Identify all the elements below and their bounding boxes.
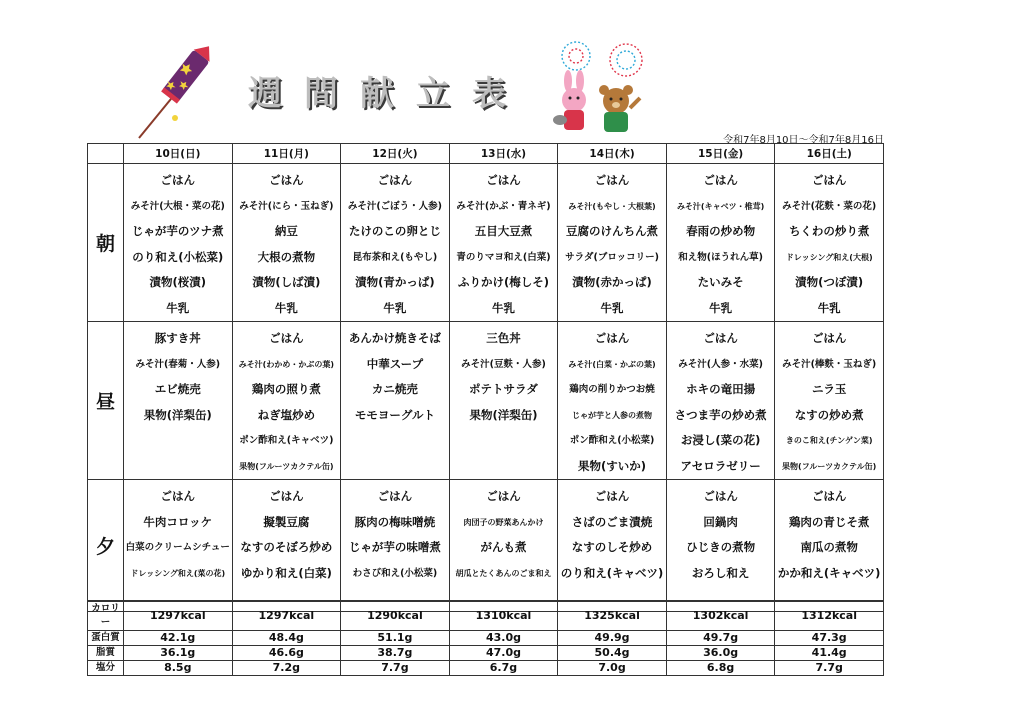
dish: 鶏肉の削りかつお焼 [569,384,655,395]
dish: 果物(洋梨缶) [143,407,212,422]
dish: みそ汁(白菜・かぶの葉) [568,359,656,369]
dish: なすの炒め煮 [794,407,864,422]
nutrition-row-calories [88,601,884,631]
dish: 果物(すいか) [578,458,647,473]
dish: ごはん [594,173,630,187]
lunch-cell [341,322,450,480]
dish: ポン酢和え(小松菜) [569,435,655,446]
nutrition-value: 7.2g [232,661,341,676]
nutrition-value: 38.7g [341,646,450,661]
dinner-cell [232,480,341,612]
day-header: 13日(水) [449,144,558,164]
dish: 牛乳 [817,300,841,315]
lunch-cell [666,322,775,480]
nutrition-value: 49.7g [666,631,775,646]
dish: ごはん [594,331,630,345]
dish: アセロラゼリー [680,458,761,473]
dish: ごはん [486,489,521,503]
dinner-row [88,480,884,612]
dish: みそ汁(キャベツ・椎茸) [676,201,765,211]
nutrition-row-protein [88,631,884,646]
dish: ごはん [703,173,738,187]
nutrition-value: 47.0g [449,646,558,661]
dish: ごはん [811,489,847,503]
nutrition-label: 蛋白質 [88,631,124,646]
dish: 納豆 [274,224,298,238]
dish: みそ汁(春菊・人参) [135,358,221,370]
dish: 漬物(つぼ漬) [795,275,864,289]
lunch-cell [232,322,341,480]
lunch-row [88,322,884,480]
dinner-cell [124,480,233,612]
dish: なすのしそ炒め [571,540,653,554]
nutrition-value: 6.8g [666,661,775,676]
dish: 果物(フルーツカクテル缶) [239,461,334,471]
dish: みそ汁(棒麩・玉ねぎ) [782,358,877,370]
nutrition-value: 43.0g [449,631,558,646]
dish: 果物(洋梨缶) [469,407,538,422]
nutrition-value: 1297kcal [232,601,341,631]
dish: 牛乳 [600,300,624,315]
nutrition-table [87,600,884,676]
nutrition-value: 49.9g [558,631,667,646]
dish: ごはん [811,331,847,345]
day-header: 14日(木) [558,144,667,164]
dish: みそ汁(大根・菜の花) [130,200,225,212]
dish: ポン酢和え(キャベツ) [239,435,334,446]
nutrition-value: 8.5g [124,661,233,676]
dish: たいみそ [697,275,744,289]
nutrition-label: カロリー [88,601,124,631]
day-header: 15日(金) [666,144,775,164]
dish: 青のりマヨ和え(白菜) [456,251,551,263]
breakfast-cell [341,164,450,322]
dish: あんかけ焼きそば [348,331,441,345]
dish: 漬物(桜漬) [149,275,207,289]
dish: お浸し(菜の花) [680,433,761,447]
dish: みそ汁(花麩・菜の花) [782,200,877,212]
nutrition-value: 46.6g [232,646,341,661]
breakfast-cell [449,164,558,322]
dish: 豆腐のけんちん煮 [566,224,659,238]
nutrition-value: 36.0g [666,646,775,661]
dish: 豚すき丼 [154,331,201,345]
nutrition-value: 1310kcal [449,601,558,631]
dish: 大根の煮物 [257,249,316,264]
meal-label-lunch: 昼 [88,322,124,480]
dinner-cell [341,480,450,612]
dish: 牛乳 [491,300,515,315]
nutrition-value: 7.7g [775,661,884,676]
dish: ニラ玉 [811,382,847,396]
page-title: 週間献立表 [248,74,528,114]
dish: がんも煮 [480,540,527,554]
date-range: 令和7年8月10日～令和7年8月16日 [723,135,884,146]
dish: のり和え(キャベツ) [560,565,664,580]
dish: のり和え(小松菜) [132,249,224,264]
dish: みそ汁(わかめ・かぶの葉) [238,359,334,369]
dish: 漬物(しば漬) [252,275,321,289]
lunch-cell [558,322,667,480]
nutrition-value: 1297kcal [124,601,233,631]
dish: 中華スープ [366,356,424,371]
nutrition-value: 50.4g [558,646,667,661]
nutrition-value: 42.1g [124,631,233,646]
nutrition-value: 51.1g [341,631,450,646]
dish: さつま芋の炒め煮 [674,407,767,422]
dish: かか和え(キャベツ) [777,565,881,580]
dish: じゃが芋の味噌煮 [348,540,441,554]
dish: たけのこの卵とじ [348,224,441,238]
dish: 南瓜の煮物 [800,540,858,554]
weekly-menu-table [87,143,884,612]
breakfast-cell [558,164,667,322]
lunch-cell [449,322,558,480]
meal-label-breakfast: 朝 [88,164,124,322]
breakfast-cell [232,164,341,322]
dish: わさび和え(小松菜) [352,567,438,579]
dish: ポテトサラダ [469,382,538,396]
day-header: 11日(月) [232,144,341,164]
dish: ねぎ塩炒め [257,407,316,422]
nutrition-value: 48.4g [232,631,341,646]
dish: 鶏肉の照り煮 [251,382,321,396]
breakfast-cell [666,164,775,322]
dish: 胡瓜とたくあんのごま和え [455,568,552,578]
dish: 牛乳 [274,300,298,315]
dish: 肉団子の野菜あんかけ [463,517,544,527]
dish: ひじきの煮物 [686,540,756,554]
dish: 回鍋肉 [703,514,738,529]
dish: じゃが芋のツナ煮 [131,224,224,238]
nutrition-value: 36.1g [124,646,233,661]
nutrition-value: 1312kcal [775,601,884,631]
nutrition-value: 47.3g [775,631,884,646]
dish: ゆかり和え(白菜) [240,565,332,580]
nutrition-value: 41.4g [775,646,884,661]
dish: 牛乳 [709,300,733,315]
breakfast-cell [775,164,884,322]
dish: 漬物(赤かっぱ) [572,275,652,289]
meal-label-dinner: 夕 [88,480,124,612]
dish: 漬物(青かっぱ) [355,275,435,289]
dish: ごはん [377,173,413,187]
dish: 牛乳 [166,300,190,315]
dinner-cell [449,480,558,612]
dish: みそ汁(豆麩・人参) [461,358,546,370]
dish: みそ汁(にら・玉ねぎ) [239,200,334,212]
lunch-cell [124,322,233,480]
nutrition-value: 1325kcal [558,601,667,631]
dish: ドレッシング和え(菜の花) [130,568,226,578]
dish: 昆布茶和え(もやし) [352,251,438,263]
nutrition-label: 脂質 [88,646,124,661]
nutrition-value: 6.7g [449,661,558,676]
dish: みそ汁(ごぼう・人参) [347,200,442,212]
dish: ごはん [269,489,304,503]
breakfast-cell [124,164,233,322]
dish: エビ焼売 [154,382,201,396]
dish: 五目大豆煮 [474,224,533,238]
dish: きのこ和え(チンゲン菜) [785,436,873,445]
lunch-cell [775,322,884,480]
dish: ごはん [811,173,847,187]
day-header: 12日(火) [341,144,450,164]
dish: 春雨の炒め物 [686,224,756,238]
dish: ごはん [377,489,413,503]
nutrition-label: 塩分 [88,661,124,676]
dinner-cell [775,480,884,612]
day-header-row [88,144,884,164]
dish: 白菜のクリームシチュー [125,542,230,553]
breakfast-row [88,164,884,322]
dish: さばのごま漬焼 [571,514,653,529]
nutrition-row-salt [88,661,884,676]
dish: カニ焼売 [371,382,418,396]
dish: みそ汁(もやし・大根葉) [568,201,656,211]
dish: 和え物(ほうれん草) [678,251,763,263]
nutrition-row-fat [88,646,884,661]
dish: ちくわの炒り煮 [788,224,870,238]
dish: ごはん [269,173,304,187]
dish: なすのそぼろ炒め [240,540,333,554]
dish: ごはん [703,331,738,345]
dish: サラダ(ブロッコリー) [565,251,659,263]
dish: 牛乳 [383,300,407,315]
dish: ドレッシング和え(大根) [785,252,873,262]
dish: モモヨーグルト [354,407,435,422]
dish: ごはん [269,331,304,345]
day-header: 10日(日) [124,144,233,164]
fireworks-characters-illustration [548,38,658,138]
dish: 果物(フルーツカクテル缶) [782,461,877,471]
dish: ふりかけ(梅しそ) [457,275,549,289]
dish: 擬製豆腐 [263,514,310,529]
dish: みそ汁(人参・水菜) [678,358,763,370]
dish: 三色丼 [486,331,521,345]
dish: ごはん [486,173,521,187]
dish: ごはん [160,489,196,503]
dish: ホキの竜田揚 [686,382,756,396]
dish: 鶏肉の青じそ煮 [788,514,870,529]
dinner-cell [666,480,775,612]
dish: じゃが芋と人参の煮物 [572,410,653,420]
dish: ごはん [703,489,738,503]
day-header: 16日(土) [775,144,884,164]
nutrition-value: 7.7g [341,661,450,676]
nutrition-value: 1290kcal [341,601,450,631]
dish: みそ汁(かぶ・青ネギ) [456,200,551,212]
dish: 豚肉の梅味噌焼 [354,514,436,529]
nutrition-value: 7.0g [558,661,667,676]
dish: おろし和え [691,565,750,580]
rocket-firework-illustration [135,42,215,142]
dinner-cell [558,480,667,612]
dish: ごはん [160,173,196,187]
dish: ごはん [594,489,630,503]
nutrition-value: 1302kcal [666,601,775,631]
corner-cell [88,144,124,164]
dish: 牛肉コロッケ [143,514,213,529]
